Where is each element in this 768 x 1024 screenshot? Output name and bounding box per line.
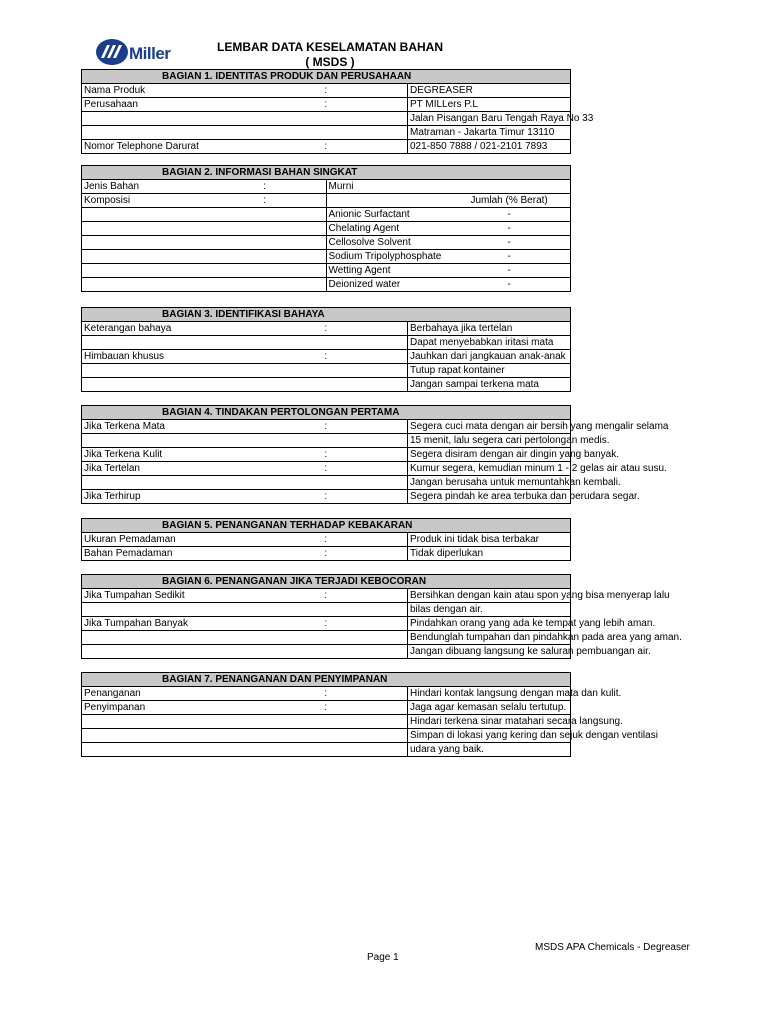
row-value: Jangan sampai terkena mata <box>408 378 571 392</box>
row-value: Bendunglah tumpahan dan pindahkan pada area yang aman. <box>408 631 571 645</box>
row-separator <box>245 364 408 378</box>
row-value: udara yang baik. <box>408 743 571 757</box>
row-label: Jika Tumpahan Sedikit <box>82 589 245 603</box>
row-separator <box>204 222 326 236</box>
row-label: Jika Terkena Mata <box>82 420 245 434</box>
row-value <box>326 194 448 208</box>
section-6 <box>81 574 682 659</box>
section-5 <box>81 518 571 561</box>
row-amount <box>448 180 570 194</box>
row-label: Ukuran Pemadaman <box>82 533 245 547</box>
row-value: Jauhkan dari jangkauan anak-anak <box>408 350 571 364</box>
row-value: bilas dengan air. <box>408 603 571 617</box>
row-value: Segera pindah ke area terbuka dan berudara segar. <box>408 490 571 504</box>
section-heading: BAGIAN 2. INFORMASI BAHAN SINGKAT <box>82 166 571 180</box>
row-amount: - <box>448 222 570 236</box>
row-separator: : <box>245 701 408 715</box>
row-separator <box>245 476 408 490</box>
row-value: Pindahkan orang yang ada ke tempat yang lebih aman. <box>408 617 571 631</box>
row-value: 15 menit, lalu segera cari pertolongan medis. <box>408 434 571 448</box>
row-label <box>82 378 245 392</box>
row-value: Wetting Agent <box>326 264 448 278</box>
row-label <box>82 476 245 490</box>
row-separator: : <box>245 687 408 701</box>
row-value: Murni <box>326 180 448 194</box>
row-label: Penanganan <box>82 687 245 701</box>
row-label <box>82 208 204 222</box>
row-label: Himbauan khusus <box>82 350 245 364</box>
row-separator <box>204 264 326 278</box>
row-label <box>82 603 245 617</box>
row-label <box>82 729 245 743</box>
row-label <box>82 715 245 729</box>
row-label <box>82 278 204 292</box>
row-separator: : <box>245 448 408 462</box>
row-value: Chelating Agent <box>326 222 448 236</box>
row-value: Deionized water <box>326 278 448 292</box>
row-value: Jaga agar kemasan selalu tertutup. <box>408 701 571 715</box>
miller-logo-icon <box>95 38 129 66</box>
row-label: Jika Terkena Kulit <box>82 448 245 462</box>
row-separator: : <box>245 350 408 364</box>
row-label <box>82 264 204 278</box>
section-heading: BAGIAN 1. IDENTITAS PRODUK DAN PERUSAHAAN <box>82 70 571 84</box>
row-label: Bahan Pemadaman <box>82 547 245 561</box>
row-value: Matraman - Jakarta Timur 13110 <box>408 126 571 140</box>
row-separator <box>245 603 408 617</box>
row-value: DEGREASER <box>408 84 571 98</box>
section-1 <box>81 69 594 154</box>
row-separator <box>245 126 408 140</box>
row-value: PT MILLers P.L <box>408 98 571 112</box>
row-label <box>82 236 204 250</box>
section-heading: BAGIAN 5. PENANGANAN TERHADAP KEBAKARAN <box>82 519 571 533</box>
row-value: Jangan berusaha untuk memuntahkan kembali. <box>408 476 571 490</box>
row-label <box>82 434 245 448</box>
row-label: Keterangan bahaya <box>82 322 245 336</box>
row-value: Segera disiram dengan air dingin yang banyak. <box>408 448 571 462</box>
row-value: Berbahaya jika tertelan <box>408 322 571 336</box>
row-label: Jika Terhirup <box>82 490 245 504</box>
page-number: Page 1 <box>367 952 399 963</box>
row-separator: : <box>245 462 408 476</box>
row-separator <box>204 208 326 222</box>
row-separator: : <box>204 194 326 208</box>
row-value: Tutup rapat kontainer <box>408 364 571 378</box>
row-label <box>82 126 245 140</box>
row-label <box>82 250 204 264</box>
section-heading: BAGIAN 3. IDENTIFIKASI BAHAYA <box>82 308 571 322</box>
row-separator <box>245 434 408 448</box>
row-label <box>82 336 245 350</box>
row-label: Jenis Bahan <box>82 180 204 194</box>
section-7 <box>81 672 658 757</box>
row-amount: - <box>448 264 570 278</box>
row-separator: : <box>245 420 408 434</box>
section-heading: BAGIAN 7. PENANGANAN DAN PENYIMPANAN <box>82 673 571 687</box>
row-separator <box>204 236 326 250</box>
row-amount: - <box>448 278 570 292</box>
row-separator: : <box>245 84 408 98</box>
row-value: Sodium Tripolyphosphate <box>326 250 448 264</box>
row-value: Segera cuci mata dengan air bersih yang mengalir selama <box>408 420 571 434</box>
row-amount: - <box>448 236 570 250</box>
section-heading: BAGIAN 6. PENANGANAN JIKA TERJADI KEBOCORAN <box>82 575 571 589</box>
section-heading: BAGIAN 4. TINDAKAN PERTOLONGAN PERTAMA <box>82 406 571 420</box>
row-label: Jika Tumpahan Banyak <box>82 617 245 631</box>
row-separator <box>245 715 408 729</box>
row-label <box>82 112 245 126</box>
row-label <box>82 631 245 645</box>
row-value: Kumur segera, kemudian minum 1 - 2 gelas air atau susu. <box>408 462 571 476</box>
row-separator: : <box>245 98 408 112</box>
row-value: Hindari kontak langsung dengan mata dan kulit. <box>408 687 571 701</box>
document-title: LEMBAR DATA KESELAMATAN BAHAN <box>217 40 443 54</box>
row-separator: : <box>245 617 408 631</box>
section-2 <box>81 165 571 292</box>
row-value: Produk ini tidak bisa terbakar <box>408 533 571 547</box>
row-separator <box>245 645 408 659</box>
row-label: Perusahaan <box>82 98 245 112</box>
row-label <box>82 364 245 378</box>
row-label: Penyimpanan <box>82 701 245 715</box>
row-label <box>82 222 204 236</box>
row-amount: Jumlah (% Berat) <box>448 194 570 208</box>
row-value: Cellosolve Solvent <box>326 236 448 250</box>
document-subtitle: ( MSDS ) <box>305 55 355 69</box>
row-separator <box>245 743 408 757</box>
document-footer-label: MSDS APA Chemicals - Degreaser <box>535 942 690 953</box>
row-value: Hindari terkena sinar matahari secara langsung. <box>408 715 571 729</box>
row-value: Dapat menyebabkan iritasi mata <box>408 336 571 350</box>
row-value: Anionic Surfactant <box>326 208 448 222</box>
row-separator: : <box>204 180 326 194</box>
row-separator: : <box>245 589 408 603</box>
row-separator <box>245 631 408 645</box>
row-separator <box>245 336 408 350</box>
row-label: Komposisi <box>82 194 204 208</box>
row-value: Bersihkan dengan kain atau spon yang bisa menyerap lalu <box>408 589 571 603</box>
row-value: Jalan Pisangan Baru Tengah Raya No 33 <box>408 112 571 126</box>
row-label: Nomor Telephone Darurat <box>82 140 245 154</box>
row-separator <box>245 112 408 126</box>
row-separator <box>245 729 408 743</box>
row-separator <box>245 378 408 392</box>
row-amount: - <box>448 250 570 264</box>
row-label: Nama Produk <box>82 84 245 98</box>
row-value: Simpan di lokasi yang kering dan sejuk dengan ventilasi <box>408 729 571 743</box>
row-value: 021-850 7888 / 021-2101 7893 <box>408 140 571 154</box>
section-4 <box>81 405 669 504</box>
section-3 <box>81 307 571 392</box>
row-separator: : <box>245 322 408 336</box>
row-amount: - <box>448 208 570 222</box>
row-separator: : <box>245 533 408 547</box>
row-separator: : <box>245 547 408 561</box>
logo-text: Miller <box>129 44 171 63</box>
row-separator <box>204 278 326 292</box>
row-value: Jangan dibuang langsung ke saluran pembuangan air. <box>408 645 571 659</box>
row-label: Jika Tertelan <box>82 462 245 476</box>
row-value: Tidak diperlukan <box>408 547 571 561</box>
row-label <box>82 743 245 757</box>
row-separator <box>204 250 326 264</box>
row-separator: : <box>245 140 408 154</box>
row-label <box>82 645 245 659</box>
row-separator: : <box>245 490 408 504</box>
